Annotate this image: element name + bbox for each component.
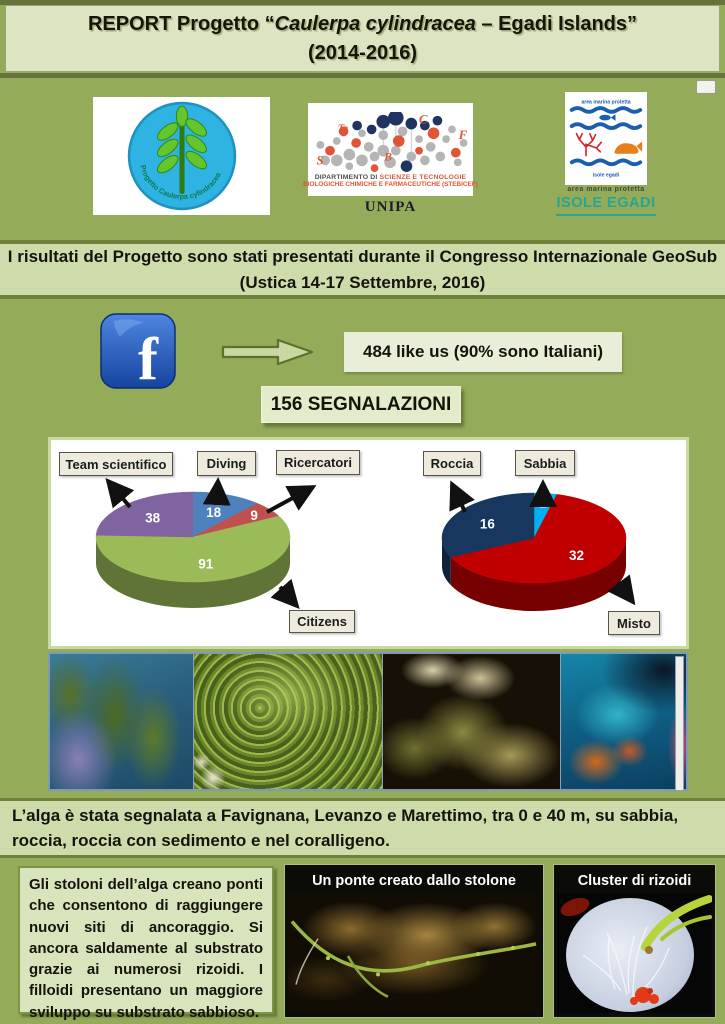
unipa-label: UNIPA [364, 199, 417, 215]
photo-rhizoid-cluster [557, 893, 712, 1013]
stebicef-molecule-icon [310, 112, 471, 172]
arrow-ricercatori [267, 487, 313, 512]
svg-text:9: 9 [250, 507, 258, 523]
strip-expand-button[interactable] [675, 656, 684, 791]
rhizoid-photo-card [553, 864, 716, 1018]
egadi-name: ISOLE EGADI [556, 195, 656, 211]
egadi-underline [556, 214, 656, 216]
arrow-team-scientifico [108, 481, 130, 507]
stolon-strand-icon [288, 893, 540, 1013]
pie-chart-substrate [442, 493, 626, 611]
right-arrow-icon [220, 336, 315, 373]
rhizoid-photo-caption: Cluster di rizoidi [577, 872, 692, 889]
orange-animal-icon [614, 141, 642, 153]
reports-stat: 156 SEGNALAZIONI [261, 386, 461, 423]
rhizoid-micro-icon [557, 893, 712, 1013]
isole-egadi-logo [565, 92, 647, 185]
congress-line-1: I risultati del Progetto sono stati presentati durante il Congresso Internazionale GeoSub [7, 247, 718, 266]
photo-coralligenous-reef [560, 654, 686, 789]
egadi-inner-bottom-text: isole egadi [592, 172, 620, 179]
arrow-misto [618, 582, 633, 602]
egadi-subtitle: area marina protetta [567, 186, 645, 193]
underwater-photo-strip [48, 652, 688, 791]
svg-text:32: 32 [569, 548, 585, 564]
egadi-top-text: area marina protetta [581, 99, 631, 106]
callout-roccia: Roccia [423, 451, 481, 476]
likes-stat: 484 like us (90% sono Italiani) [344, 332, 622, 372]
title-line-1: REPORT Progetto “Caulerpa cylindracea – Egadi Islands” [87, 12, 638, 35]
svg-text:18: 18 [206, 504, 222, 520]
facebook-icon [100, 313, 176, 389]
letter-s: S [316, 152, 324, 167]
letter-b: B [384, 149, 392, 163]
photo-algae-sponges [382, 654, 560, 789]
department-name-line1: DIPARTIMENTO DI SCIENZE E TECNOLOGIE [314, 173, 467, 181]
title-line-2: (2014-2016) [308, 41, 417, 64]
callout-misto: Misto [608, 611, 660, 635]
photo-algae-blue-water [50, 654, 193, 789]
congress-line-2: (Ustica 14-17 Settembre, 2016) [239, 272, 486, 292]
congress-banner [0, 240, 725, 299]
letter-c: C [419, 112, 428, 127]
charts-panel [48, 437, 689, 649]
caulerpa-ring-text: Progetto Caulerpa cylindracea [137, 163, 223, 202]
photo-stolon-bridge [288, 893, 540, 1013]
arrow-citizens [280, 587, 297, 606]
pie-chart-sources [96, 492, 290, 608]
department-name-line2: BIOLOGICHE CHIMICHE E FARMACEUTICHE (STEBICEF) [303, 180, 478, 188]
callout-diving: Diving [197, 451, 256, 476]
svg-text:16: 16 [479, 516, 495, 532]
svg-text:2: 2 [539, 495, 547, 511]
caulerpa-project-logo [93, 97, 270, 215]
bridge-photo-card [284, 864, 544, 1018]
bridge-photo-caption: Un ponte creato dallo stolone [312, 872, 516, 889]
arrow-diving [217, 481, 218, 500]
callout-citizens: Citizens [289, 610, 355, 633]
expand-widget-button[interactable] [696, 80, 716, 94]
callout-team-scientifico: Team scientifico [59, 452, 173, 476]
species-name: Caulerpa cylindracea [274, 12, 476, 35]
sighting-text: L’alga è stata segnalata a Favignana, Levanzo e Marettimo, tra 0 e 40 m, su sabbia, roccia, roccia con sedimento e nel coralligeno. [12, 805, 679, 850]
svg-text:38: 38 [145, 510, 161, 526]
stebicef-logo [303, 103, 478, 196]
svg-text:91: 91 [198, 556, 214, 572]
svg-text:f: f [138, 326, 158, 389]
photo-caulerpa-mat [193, 654, 382, 789]
coral-icon [577, 134, 602, 156]
stolon-description-box: Gli stoloni dell’alga creano ponti che consentono di raggiungere nuovi siti di ancoraggio. Si ancora saldamente al substrato grazie ai numerosi rizoidi. I filloidi presentano un maggiore sviluppo su substrato sabbioso. [18, 866, 274, 1014]
title-separator [0, 73, 725, 78]
callout-sabbia: Sabbia [515, 450, 575, 476]
sighting-banner [0, 798, 725, 858]
marine-area-icon [567, 94, 645, 183]
page-title [5, 5, 720, 72]
letter-f: F [458, 127, 468, 142]
letter-te: Te [337, 122, 348, 134]
arrow-roccia [452, 484, 465, 512]
fish-icon [599, 114, 615, 121]
callout-ricercatori: Ricercatori [276, 450, 360, 475]
caulerpa-logo-icon [126, 100, 238, 212]
